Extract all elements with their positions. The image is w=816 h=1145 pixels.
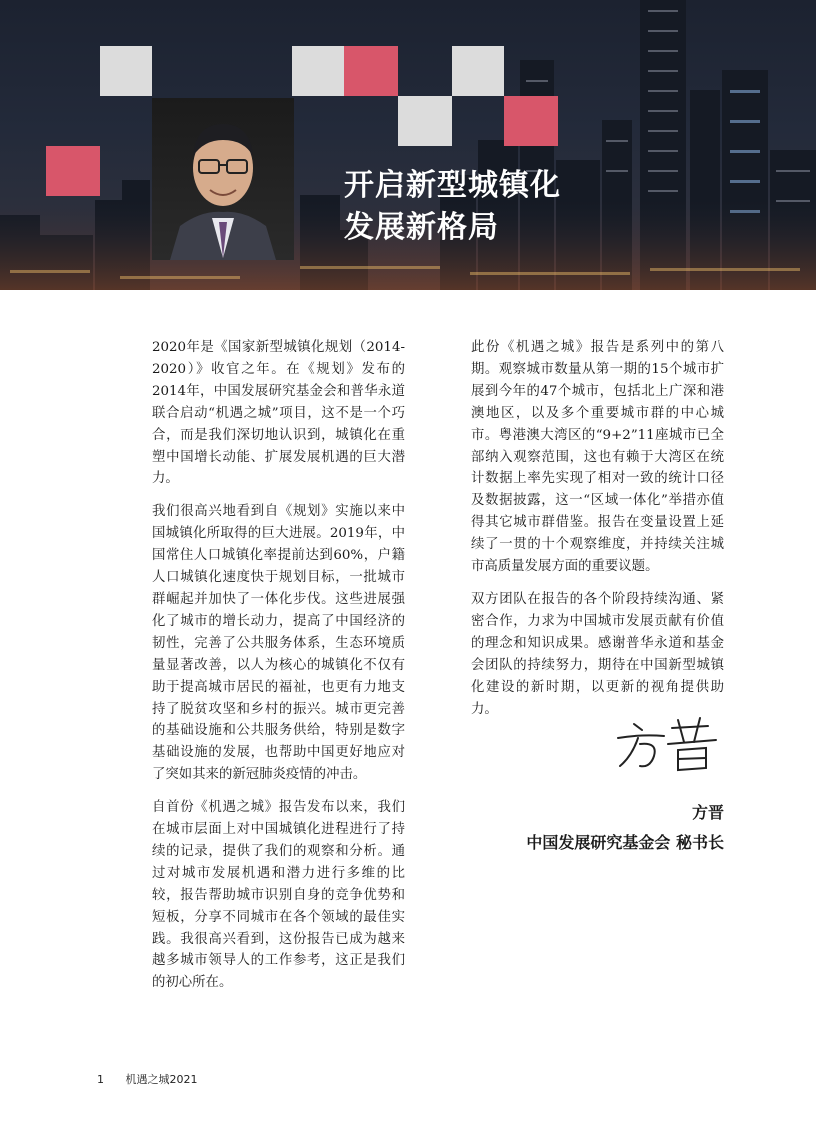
page-number: 1 xyxy=(97,1073,104,1086)
page-title xyxy=(344,165,561,249)
paragraph: 此份《机遇之城》报告是系列中的第八期。观察城市数量从第一期的15个城市扩展到今年的47个城市，包括北上广深和港澳地区，以及多个重要城市群的中心城市。粤港澳大湾区的“9+2”11座城市已全部纳入观察范围，这也有赖于大湾区在统计数据上率先实现了相对一致的统计口径及数据披露，这一“区域一体化”举措亦值得其它城市群借鉴。报告在变量设置上延续了一贯的十个观察维度，并持续关注城市高质量发展方面的重要议题。 xyxy=(471,340,724,575)
handwritten-signature xyxy=(612,712,724,782)
title-line-2: 发展新格局 xyxy=(344,210,499,245)
paragraph: 我们很高兴地看到自《规划》实施以来中国城镇化所取得的巨大进展。2019年，中国常住人口城镇化率提前达到60%，户籍人口城镇化速度快于规划目标，一批城市群崛起并加快了一体化步伐。这些进展强化了城市的增长动力，提高了中国经济的韧性，完善了公共服务体系，生态环境质量显著改善，以人为核心的城镇化不仅有助于提高城市居民的福祉，也更有力地支持了脱贫攻坚和乡村的振兴。城市更完善的基础设施和公共服务供给，特别是数字基础设施的发展，也帮助中国更好地应对了突如其来的新冠肺炎疫情的冲击。 xyxy=(152,504,405,783)
hero-banner xyxy=(0,0,816,290)
left-column xyxy=(152,337,405,1005)
signatory-name: 方晋 xyxy=(691,803,724,822)
publication-name: 机遇之城2021 xyxy=(125,1073,198,1086)
title-line-1: 开启新型城镇化 xyxy=(344,168,561,203)
paragraph: 双方团队在报告的各个阶段持续沟通、紧密合作，力求为中国城市发展贡献有价值的理念和知识成果。感谢普华永道和基金会团队的持续努力，期待在中国新型城镇化建设的新时期，以更新的视角提供助力。 xyxy=(471,591,724,717)
page-footer xyxy=(97,1071,198,1087)
right-column xyxy=(471,337,724,731)
signatory-title: 中国发展研究基金会 秘书长 xyxy=(526,833,724,852)
paragraph: 2020年是《国家新型城镇化规划（2014-2020）》收官之年。在《规划》发布的2014年，中国发展研究基金会和普华永道联合启动“机遇之城”项目，这不是一个巧合，而是我们深切地认识到，城镇化在重塑中国增长动能、扩展发展机遇的巨大潜力。 xyxy=(152,340,405,487)
paragraph: 自首份《机遇之城》报告发布以来，我们在城市层面上对中国城镇化进程进行了持续的记录，提供了我们的观察和分析。通过对城市发展机遇和潜力进行多维的比较，报告帮助城市识别自身的竞争优势和短板，分享不同城市在各个领域的最佳实践。我很高兴看到，这份报告已成为越来越多城市领导人的工作参考，这正是我们的初心所在。 xyxy=(152,800,405,991)
